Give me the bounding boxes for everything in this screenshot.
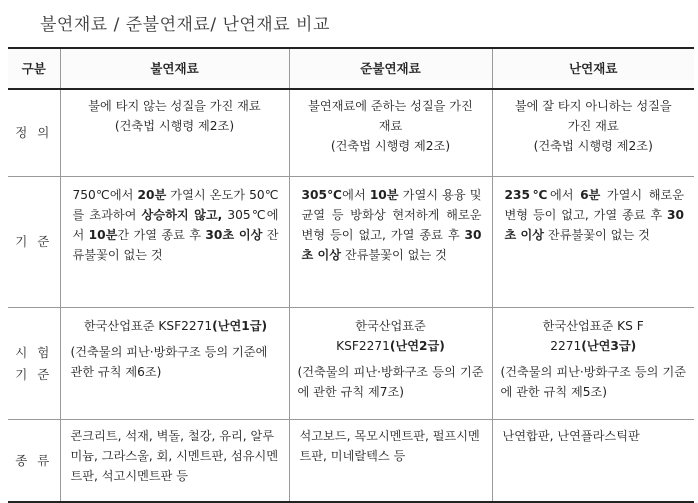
test-ref: (건축물의 피난·방화구조 등의 기준에 관한 규칙 제7조) [297,365,484,399]
definition-text: 불에 타지 않는 성질을 가진 재료 [88,99,261,113]
header-row [8,48,694,89]
criteria-emphasis: 상승하지 않고, [141,208,223,222]
criteria-text: 가열시 온도가 50℃를 초과하여 [72,188,279,222]
test-standard: 한국산업표준 KS F [542,319,644,333]
criteria-emphasis: 305℃ [301,188,343,202]
criteria-emphasis: 10분 [88,228,118,242]
document-title: 불연재료 / 준불연재료/ 난연재료 비교 [40,15,330,35]
definition-text: 불연재료에 준하는 성질을 가진 [308,99,473,113]
criteria-quasi [289,177,492,308]
test-standard-line [501,336,687,356]
criteria-text: 잔류불꽃이 없는 것 [341,248,447,262]
criteria-emphasis: 30초 이상 [205,228,263,242]
criteria-text: 잔류불꽃이 없는 것 [544,228,650,242]
criteria-text: 잔류불꽃이 없는 것 [72,228,279,262]
test-grade: (난연3급) [581,339,637,353]
test-standard: 한국산업표준 KSF2271 [83,319,213,333]
criteria-emphasis: 30초 이상 [504,208,684,242]
header-quasi-noncombustible: 준불연재료 [289,48,492,89]
row-label-test-standard [8,308,60,420]
definition-ref: (건축법 시행령 제2조) [114,119,235,133]
criteria-noncombustible [60,177,289,308]
criteria-emphasis: 20분 [137,188,167,202]
definition-text: 재료 [378,119,403,133]
criteria-text: 간 가열 종료 후 [117,228,206,242]
criteria-text: 305℃에서 [72,208,279,242]
definition-row [8,89,694,177]
definition-ref: (건축법 시행령 제2조) [533,139,653,153]
criteria-emphasis: 30초 이상 [301,228,482,262]
test-standard: 한국산업표준 [355,319,426,333]
row-label-line: 기 준 [15,366,53,382]
row-label-kinds: 종 류 [8,420,60,503]
header-flame-retardant: 난연재료 [492,48,694,89]
kinds-row [8,420,694,503]
kinds-noncombustible: 콘크리트, 석재, 벽돌, 철강, 유리, 알루미늄, 그라스울, 회, 시멘트판, 섬유시멘트판, 석고시멘트판 등 [60,420,289,503]
criteria-text: 에서 [550,188,581,202]
criteria-text: 가열시 해로운 변형 등이 없고, 가열 종료 후 [504,188,685,222]
criteria-emphasis: 235℃ [504,188,550,202]
definition-ref: (건축법 시행령 제2조) [330,139,451,153]
definition-noncombustible [60,89,289,177]
comparison-table [8,47,694,503]
row-label-criteria: 기 준 [8,177,60,308]
kinds-flame: 난연합판, 난연플라스틱판 [492,420,694,503]
criteria-emphasis: 6분 [580,188,601,202]
header-noncombustible: 불연재료 [60,48,289,89]
test-grade: (난연1급) [212,319,268,333]
test-standard: KSF2271 [336,339,390,353]
definition-flame [492,89,694,177]
test-standard-line [71,316,281,336]
criteria-text: 750℃에서 [72,188,138,202]
test-ref: (건축물의 피난·방화구조 등의 기준에 관한 규칙 제6조) [70,345,268,379]
definition-text: 가진 재료 [567,119,619,133]
definition-text: 불에 잘 타지 아니하는 성질을 [514,99,672,113]
test-standard-row [8,308,694,420]
test-quasi [289,308,492,420]
row-label-definition: 정 의 [8,89,60,177]
criteria-text: 에서 [342,188,370,202]
criteria-emphasis: 10분 [369,188,399,202]
definition-quasi [289,89,492,177]
test-standard-line [298,336,484,356]
criteria-flame [492,177,694,308]
test-noncombustible [60,308,289,420]
test-ref: (건축물의 피난·방화구조 등의 기준에 관한 규칙 제5조) [500,365,686,399]
header-category: 구분 [8,48,60,89]
test-grade: (난연2급) [389,339,445,353]
kinds-quasi: 석고보드, 목모시멘트판, 펄프시멘트판, 미네랄텍스 등 [289,420,492,503]
criteria-row [8,177,694,308]
test-flame [492,308,694,420]
criteria-text: 가열시 용융 및 균열 등 방화상 현저하게 해로운 변형 등이 없고, 가열 종료 후 [301,188,482,242]
test-standard: 2271 [550,339,582,353]
row-label-line: 시 험 [15,344,53,360]
